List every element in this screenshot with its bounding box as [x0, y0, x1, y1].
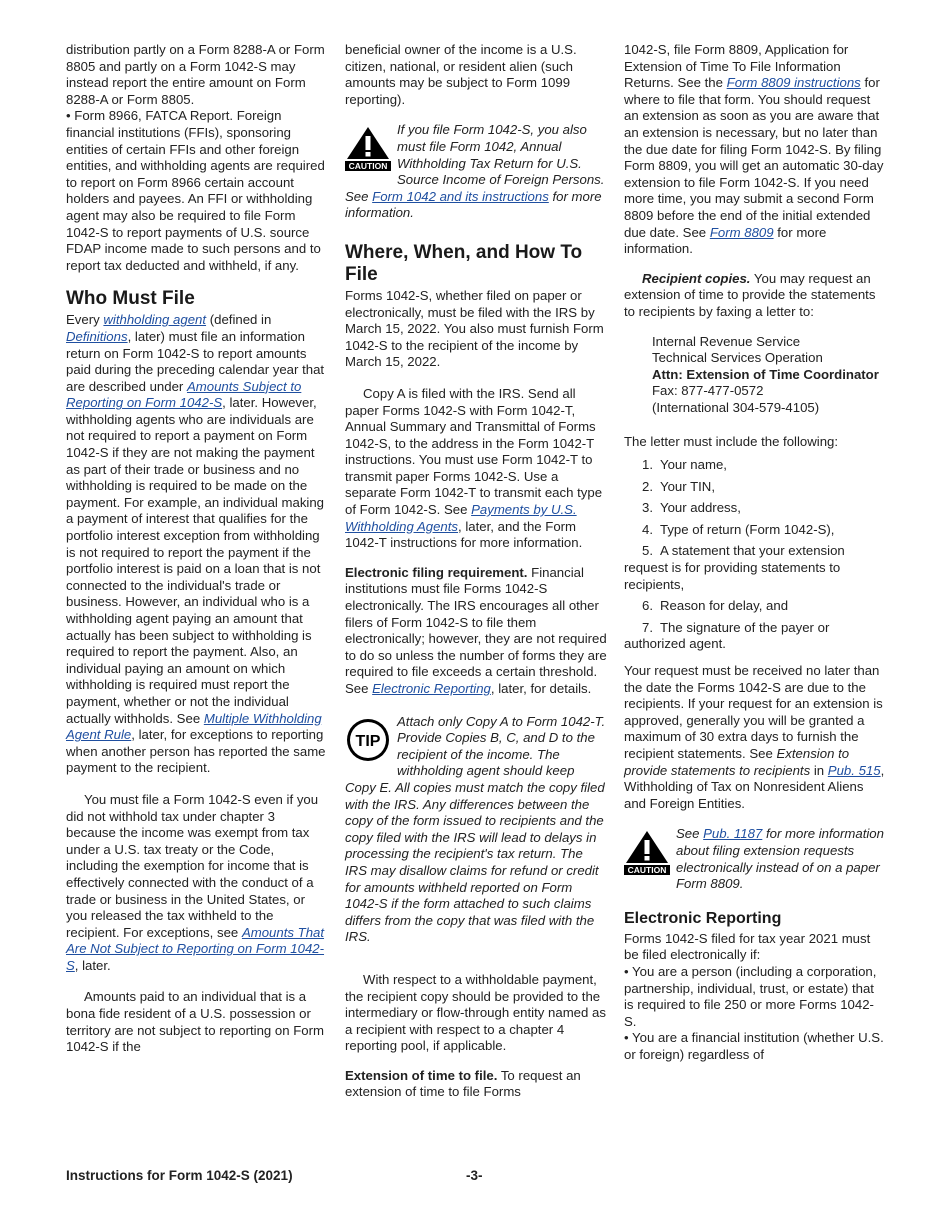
- link-pub-515[interactable]: Pub. 515: [827, 762, 881, 778]
- paragraph-recipient-copies: Recipient copies. You may request an extension of time to provide the statements to recipients by faxing a letter to:: [624, 270, 876, 319]
- bullet-financial-institution: • You are a financial institution (whether U.S. or foreign) regardless of: [624, 1030, 886, 1063]
- paragraph-who-must-file: Every withholding agent (defined in Definitions, later) must file an information return on Form 1042-S to report amounts paid during the preceding calendar year that are described under Amounts Subject to Reporting on Form 1042-S, later. However, withholding agents who are individuals are not required to report a payment on Form 1042-S if they are not making the payment as part of their trade or business and no withholding is required to be made on the payment. For example, an individual making a payment of interest that qualifies for the portfolio interest exception from withholding is not required to report the payment if the portfolio interest is paid on a loan that is not connected to the individual's trade or business. However, an individual who is a withholding agent paying an amount that actually has been subject to withholding is required to report the payment. Also, an individual paying an amount on which withholding is required must report the payment, whether or not the individual actually withholds. See Multiple Withholding Agent Rule, later, for exceptions to reporting when another person has reported the same payment to the recipient.: [66, 312, 326, 776]
- paragraph: distribution partly on a Form 8288-A or Form 8805 and partly on a Form 1042-S may instead report the entire amount on Form 8288-A or Form 8805.: [66, 42, 325, 107]
- paragraph-must-file: You must file a Form 1042-S even if you did not withhold tax under chapter 3 because the income was exempt from tax under a U.S. tax treaty or the Code, including the exemption for income that is effectively connected with the conduct of a trade or business in the United States, or you released the tax withheld to the recipient. For exceptions, see Amounts That Are Not Subject to Reporting on Form 1042-S, later.: [66, 791, 325, 973]
- column-1: [66, 42, 328, 1056]
- link-form-8809[interactable]: Form 8809: [709, 224, 774, 240]
- link-amounts-not-subject[interactable]: Amounts That Are Not Subject to Reporting on Form 1042-S: [66, 924, 325, 973]
- letter-requirements-list: [624, 457, 886, 653]
- bullet-person: • You are a person (including a corporation, partnership, individual, trust, or estate) that is required to file 250 or more Forms 1042-S.: [624, 964, 886, 1030]
- column-2: [345, 42, 607, 1101]
- caution-text: If you file Form 1042-S, you also must file Form 1042, Annual Withholding Tax Return for U.S. Source Income of Foreign Persons. See Form 1042 and its instructions for more information.: [345, 122, 605, 221]
- paragraph-where: Forms 1042-S, whether filed on paper or electronically, must be filed with the IRS by March 15, 2022. You also must furnish Form 1042-S to the recipient of the income by March 15, 2022.: [345, 287, 604, 370]
- link-form-8809-instructions[interactable]: Form 8809 instructions: [726, 75, 861, 91]
- list-item: 1. Your name,: [642, 457, 727, 473]
- heading-who-must-file: Who Must File: [66, 288, 195, 310]
- svg-text:CAUTION: CAUTION: [348, 161, 388, 172]
- paragraph: beneficial owner of the income is a U.S. citizen, national, or resident alien (such amounts may be subject to Form 1099 reporting).: [345, 42, 577, 107]
- caution-icon: [624, 829, 670, 880]
- footer-title: Instructions for Form 1042-S (2021): [66, 1168, 293, 1183]
- caution-icon: [345, 125, 391, 176]
- link-multiple-withholding[interactable]: Multiple Withholding Agent Rule: [66, 710, 322, 743]
- list-item: 7. The signature of the payer or authorized agent.: [624, 619, 830, 652]
- mailing-address: Internal Revenue Service Technical Services Operation Attn: Extension of Time Coordinator Fax: 877-477-0572 (International 304-579-4105): [652, 333, 879, 415]
- list-item: 3. Your address,: [642, 500, 741, 516]
- bullet-form-8966: • Form 8966, FATCA Report. Foreign financial institutions (FFIs), sponsoring entities of certain FFIs and other foreign entities, and withholding agents are required to report on Form 8966 certain account holders and payees. An FFI or withholding agent may also be required to file Form 1042-S to report payments of U.S. source FDAP income made to such persons and to report tax deducted and withheld, if any.: [66, 108, 328, 274]
- list-item: 2. Your TIN,: [642, 478, 715, 494]
- column-3: [624, 42, 886, 1063]
- paragraph-extension: Extension of time to file. To request an extension of time to file Forms: [345, 1067, 581, 1100]
- caution-text-2: See Pub. 1187 for more information about filing extension requests electronically instead of on a paper Form 8809.: [676, 826, 884, 892]
- link-withholding-agent[interactable]: withholding agent: [103, 312, 207, 328]
- tip-icon: [345, 717, 391, 768]
- link-amounts-subject[interactable]: Amounts Subject to Reporting on Form 1042-S: [66, 378, 302, 411]
- link-payments-us-withholding[interactable]: Payments by U.S. Withholding Agents: [345, 502, 577, 534]
- link-form-1042[interactable]: Form 1042 and its instructions: [372, 188, 549, 204]
- heading-electronic-reporting: Electronic Reporting: [624, 909, 782, 927]
- list-item: 5. A statement that your extension request is for providing statements to recipients,: [624, 543, 845, 592]
- link-pub-1187[interactable]: Pub. 1187: [703, 826, 763, 842]
- paragraph-request: Your request must be received no later than the date the Forms 1042-S are due to the recipients. If your request for an extension is approved, generally you will be granted a maximum of 30 extra days to furnish the recipient statements. See Extension to provide statements to recipients in Pub. 515, Withholding of Tax on Nonresident Aliens and Foreign Entities.: [624, 663, 885, 811]
- link-electronic-reporting[interactable]: Electronic Reporting: [372, 681, 491, 696]
- link-definitions[interactable]: Definitions: [66, 328, 128, 344]
- letter-intro: The letter must include the following:: [624, 434, 839, 450]
- heading-where-when-how: Where, When, and How To File: [345, 241, 583, 285]
- list-item: 4. Type of return (Form 1042-S),: [642, 521, 835, 537]
- paragraph-electronic-filing: Electronic filing requirement. Financial institutions must file Forms 1042-S electronically. The IRS encourages all other filers of Form 1042-S to file them electronically; however, they are not required to do so unless the number of forms they are required to file exceeds a certain threshold. See Electronic Reporting, later, for details.: [345, 564, 607, 696]
- svg-text:CAUTION: CAUTION: [627, 865, 667, 876]
- paragraph-8809: 1042-S, file Form 8809, Application for Extension of Time To File Information Returns. See the Form 8809 instructions for where to file that form. You should request an extension as soon as you are aware that an extension is necessary, but no later than the due date for filing Form 1042-S. By filing Form 8809, you will get an automatic 30-day extension to file Form 1042-S. If you need more time, you may submit a second Form 8809 before the end of the initial extended due date. See Form 8809 for more information.: [624, 42, 884, 257]
- caution-callout-2: [624, 826, 886, 892]
- list-item: 6. Reason for delay, and: [642, 598, 789, 614]
- caution-callout: [345, 122, 607, 222]
- paragraph-electronic: Forms 1042-S filed for tax year 2021 must be filed electronically if:: [624, 930, 871, 963]
- tip-text: Attach only Copy A to Form 1042-T. Provide Copies B, C, and D to the recipient of the income. The withholding agent should keep Copy E. All copies must match the copy filed with the IRS. Any differences between the copy of the form issued to recipients and the copy filed with the IRS will lead to delays in processing the recipient's tax return. The IRS may disallow claims for refund or credit for amounts withheld reported on Form 1042-S if the form attached to such claims differs from the copy that was filed with the IRS.: [345, 713, 606, 945]
- paragraph-copy-a: Copy A is filed with the IRS. Send all paper Forms 1042-S with Form 1042-T, Annual Summary and Transmittal of Forms 1042-S, to the address in the Form 1042-T instructions. You must use Form 1042-T to transmit paper Forms 1042-S. Use a separate Form 1042-T to transmit each type of Form 1042-S. See Payments by U.S. Withholding Agents, later, and the Form 1042-T instructions for more information.: [345, 385, 603, 551]
- paragraph-withholdable: With respect to a withholdable payment, the recipient copy should be provided to the intermediary or flow-through entity named as a recipient with respect to a chapter 4 reporting pool, if applicable.: [345, 971, 606, 1054]
- svg-text:TIP: TIP: [355, 732, 381, 750]
- tip-callout: [345, 714, 607, 946]
- paragraph-amounts-paid: Amounts paid to an individual that is a bona fide resident of a U.S. possession or territory are not subject to reporting on Form 1042-S if the: [66, 989, 324, 1055]
- page-number: -3-: [466, 1168, 483, 1183]
